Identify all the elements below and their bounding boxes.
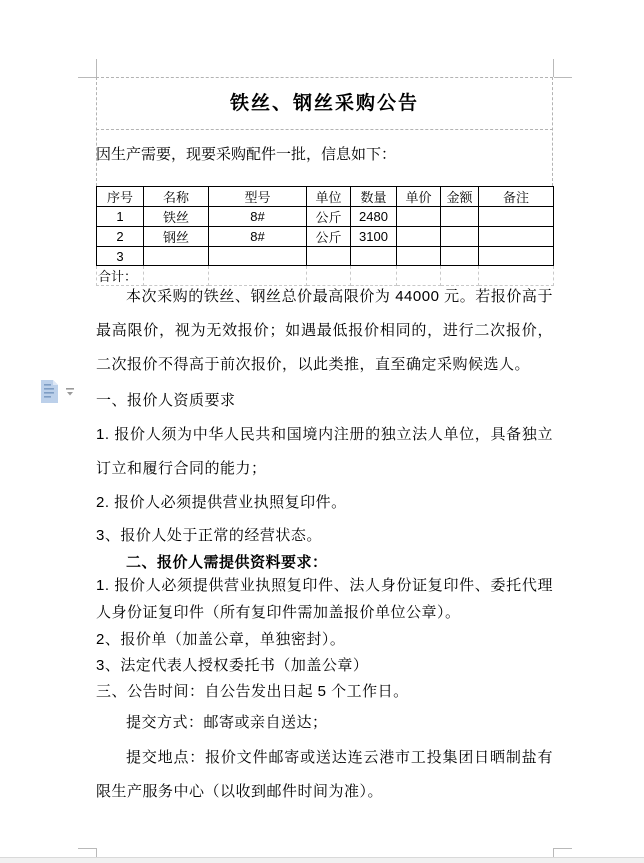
table-cell: 2 [97,227,144,247]
table-row [97,227,554,247]
paste-options-icon [41,380,58,403]
table-cell [441,207,479,227]
header-cell: 单位 [307,187,351,207]
table-header-row [97,187,554,207]
section-1-item: 1. 报价人须为中华人民共和国境内注册的独立法人单位，具备独立订立和履行合同的能力； [96,426,553,477]
crop-mark-top-right-h [554,77,572,78]
header-cell: 单价 [397,187,441,207]
table-cell: 3 [97,247,144,266]
header-cell: 数量 [351,187,397,207]
section-2-heading: 二、报价人需提供资料要求： [126,554,328,571]
text-boundary-top [96,77,553,78]
header-cell: 名称 [144,187,209,207]
page-title: 铁丝、钢丝采购公告 [229,93,419,114]
header-cell: 型号 [209,187,307,207]
total-label: 合计： [97,266,144,286]
section-1-item: 2. 报价人必须提供营业执照复印件。 [96,494,347,511]
table-cell [441,247,479,266]
table-cell [144,247,209,266]
crop-mark-top-left-h [78,77,96,78]
table-cell [479,227,554,247]
table-cell: 3100 [351,227,397,247]
table-cell [307,247,351,266]
crop-mark-bottom-right-v [553,848,554,857]
table-cell: 2480 [351,207,397,227]
submission-method: 提交方式：邮寄或亲自送达； [126,714,328,731]
table-cell [397,227,441,247]
page-bottom-edge [0,857,644,863]
section-2-item: 3、法定代表人授权委托书（加盖公章） [96,657,369,674]
section-2-item: 2、报价单（加盖公章，单独密封）。 [96,631,346,648]
header-cell: 备注 [479,187,554,207]
text-boundary-title-bottom [96,129,553,130]
section-1-item: 3、报价人处于正常的经营状态。 [96,527,322,544]
table-cell: 1 [97,207,144,227]
crop-mark-bottom-left-v [96,848,97,857]
table-cell: 8# [209,227,307,247]
purchase-table [96,186,553,286]
table-cell: 钢丝 [144,227,209,247]
table-cell: 铁丝 [144,207,209,227]
table-row [97,207,554,227]
crop-mark-bottom-left-h [78,848,96,849]
crop-mark-top-right-v [553,59,554,77]
section-1-heading: 一、报价人资质要求 [96,392,236,409]
table-cell: 公斤 [307,227,351,247]
crop-mark-top-left-v [96,59,97,77]
section-3-heading: 三、公告时间：自公告发出日起 5 个工作日。 [96,683,409,700]
table-cell [209,247,307,266]
crop-mark-bottom-right-h [554,848,572,849]
table-cell [351,247,397,266]
table-cell [441,227,479,247]
table-cell: 8# [209,207,307,227]
header-cell: 金额 [441,187,479,207]
section-2-item: 1. 报价人必须提供营业执照复印件、法人身份证复印件、委托代理人身份证复印件（所有复印件需加盖报价单位公章）。 [96,577,553,621]
table-row [97,247,554,266]
table-cell [479,207,554,227]
table-cell: 公斤 [307,207,351,227]
price-limit-paragraph: 本次采购的铁丝、钢丝总价最高限价为 44000 元。若报价高于最高限价，视为无效报价；如遇最低报价相同的，进行二次报价，二次报价不得高于前次报价，以此类推，直至确定采购候选人。 [96,288,553,373]
table-cell [397,247,441,266]
submission-location: 提交地点：报价文件邮寄或送达连云港市工投集团日晒制盐有限生产服务中心（以收到邮件时间为准）。 [96,749,553,800]
paste-options-dropdown-arrow-icon [66,388,74,396]
header-cell: 序号 [97,187,144,207]
table-cell [397,207,441,227]
table-cell [479,247,554,266]
paste-options-button[interactable] [40,379,76,405]
intro-paragraph: 因生产需要，现要采购配件一批，信息如下： [96,146,397,163]
